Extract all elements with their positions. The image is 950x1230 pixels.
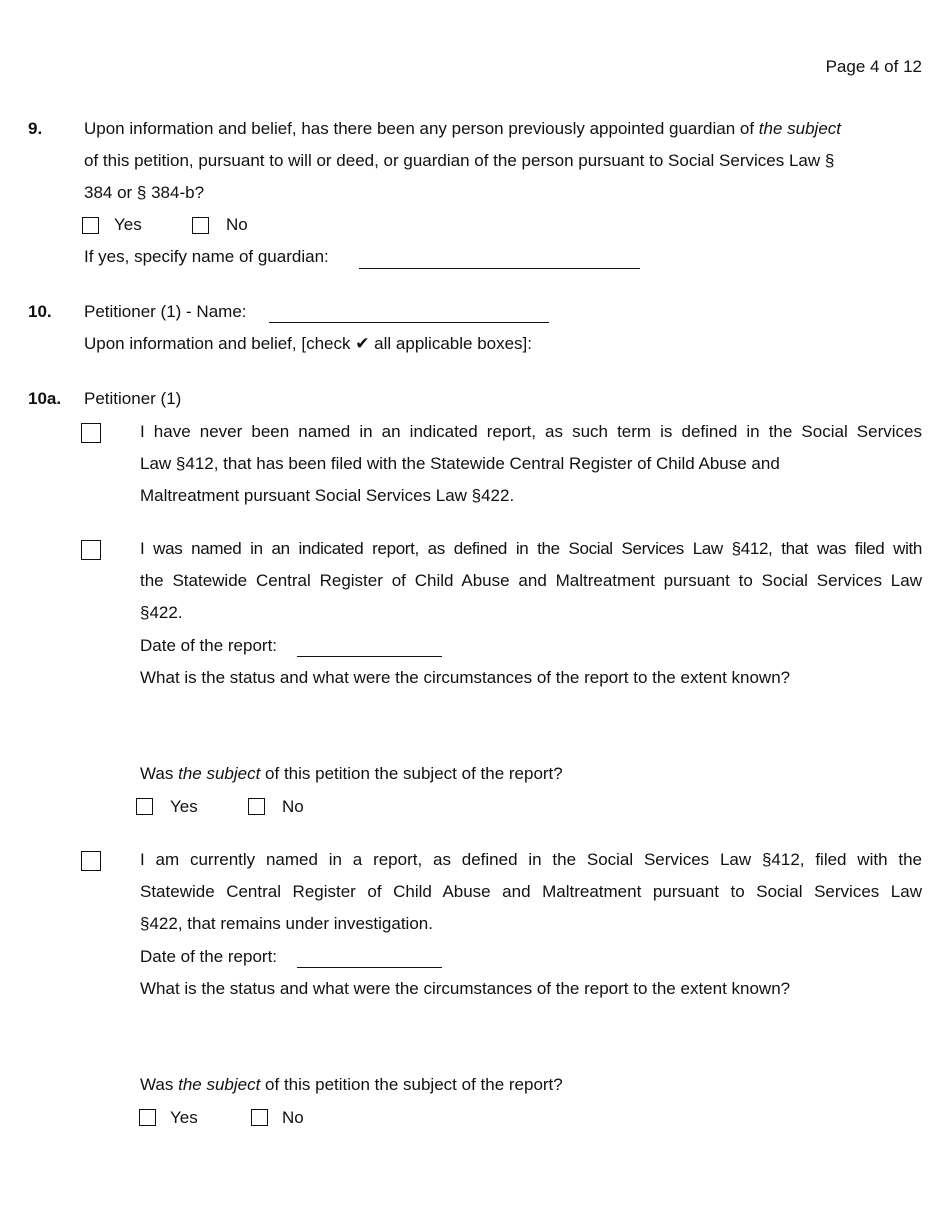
option2-yes-label: Yes [170, 797, 198, 816]
option2-checkbox[interactable] [81, 540, 101, 560]
option3-line2: Statewide Central Register of Child Abuse and Maltreatment pursuant to Social Services Law [140, 882, 922, 901]
q9-guardian-name-field[interactable] [359, 268, 640, 269]
q10a-heading: Petitioner (1) [84, 389, 182, 408]
q10-petitioner-name-field[interactable] [269, 322, 549, 323]
option1-checkbox[interactable] [81, 423, 101, 443]
option3-line1: I am currently named in a report, as defined in the Social Services Law §412, filed with the [140, 850, 922, 869]
option2-line3: §422. [140, 603, 183, 622]
q10-name-label: Petitioner (1) - Name: [84, 302, 247, 321]
q9-no-label: No [226, 215, 248, 234]
option3-status-question: What is the status and what were the circumstances of the report to the extent known? [140, 979, 791, 998]
question-number-10: 10. [28, 302, 52, 321]
option3-date-label: Date of the report: [140, 947, 278, 966]
option2-yes-checkbox[interactable] [136, 798, 153, 815]
option2-no-checkbox[interactable] [248, 798, 265, 815]
q9-text-line2: of this petition, pursuant to will or deed, or guardian of the person pursuant to Social Services Law § [84, 151, 835, 170]
option3-checkbox[interactable] [81, 851, 101, 871]
option2-line1: I was named in an indicated report, as defined in the Social Services Law §412, that was filed with [140, 539, 922, 558]
option2-date-label: Date of the report: [140, 636, 278, 655]
q9-text-line3: 384 or § 384-b? [84, 183, 205, 202]
question-number-10a: 10a. [28, 389, 62, 408]
q9-no-checkbox[interactable] [192, 217, 209, 234]
page-indicator: Page 4 of 12 [825, 57, 922, 76]
q9-text-line1: Upon information and belief, has there been any person previously appointed guardian of the subject [84, 119, 842, 138]
option3-line3: §422, that remains under investigation. [140, 914, 433, 933]
question-number-9: 9. [28, 119, 43, 138]
option3-yes-checkbox[interactable] [139, 1109, 156, 1126]
option2-line2: the Statewide Central Register of Child Abuse and Maltreatment pursuant to Social Services Law [140, 571, 922, 590]
option2-subject-question: Was the subject of this petition the subject of the report? [140, 764, 563, 783]
q9-yes-checkbox[interactable] [82, 217, 99, 234]
option3-subject-question: Was the subject of this petition the subject of the report? [140, 1075, 563, 1094]
option2-no-label: No [282, 797, 304, 816]
option1-line3: Maltreatment pursuant Social Services Law §422. [140, 486, 515, 505]
q9-guardian-label: If yes, specify name of guardian: [84, 247, 329, 266]
option3-date-field[interactable] [297, 967, 442, 968]
option1-line2: Law §412, that has been filed with the Statewide Central Register of Child Abuse and [140, 454, 780, 473]
q9-yes-label: Yes [114, 215, 142, 234]
option3-no-checkbox[interactable] [251, 1109, 268, 1126]
option3-yes-label: Yes [170, 1108, 198, 1127]
option1-line1: I have never been named in an indicated report, as such term is defined in the Social Services [140, 422, 922, 441]
option3-no-label: No [282, 1108, 304, 1127]
option2-date-field[interactable] [297, 656, 442, 657]
q10-instruction: Upon information and belief, [check ✔ all applicable boxes]: [84, 334, 533, 353]
option2-status-question: What is the status and what were the circumstances of the report to the extent known? [140, 668, 791, 687]
